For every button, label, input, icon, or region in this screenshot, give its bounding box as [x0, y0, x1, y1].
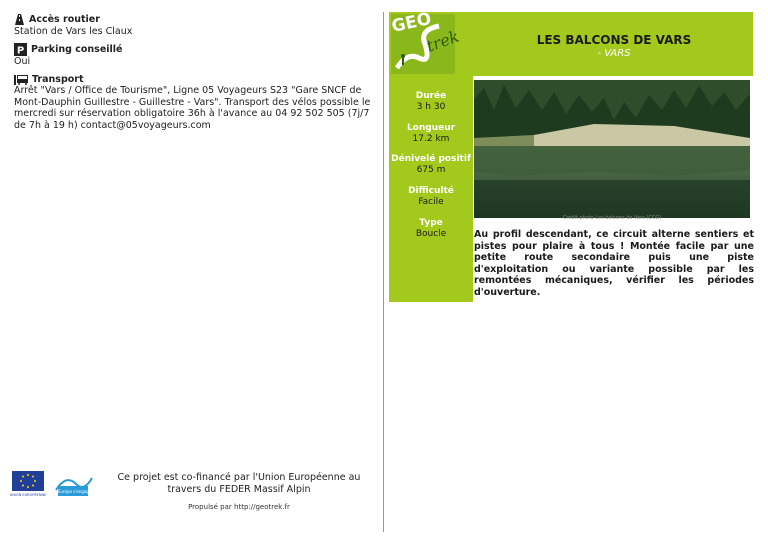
svg-text:UNION EUROPÉENNE: UNION EUROPÉENNE [9, 493, 47, 497]
stat-duration: Durée 3 h 30 [415, 91, 447, 112]
access-title [14, 14, 374, 26]
powered-by-text: Propulsé par http://geotrek.fr [188, 503, 290, 511]
svg-text:GEO: GEO [389, 9, 434, 37]
svg-text:L'Europe s'engage: L'Europe s'engage [54, 489, 92, 494]
stat-length: Longueur 17.2 km [406, 123, 456, 144]
parking-icon [14, 43, 27, 56]
svg-text:P: P [16, 45, 25, 57]
transport-title [14, 74, 374, 86]
svg-text:trek: trek [423, 26, 462, 56]
bus-icon [14, 74, 28, 85]
massif-alpin-logo [54, 470, 94, 498]
parking-text: Oui [14, 56, 31, 67]
trek-photo [474, 80, 750, 218]
practical-info [14, 14, 374, 137]
eu-flag-logo [9, 471, 47, 497]
trek-location: - VARS [597, 48, 631, 59]
page-divider [383, 12, 384, 532]
funding-text: Ce projet est co-financé par l'Union Européenne au travers du FEDER Massif Alpin [117, 472, 361, 495]
stat-type: Type Boucle [415, 218, 447, 239]
parking-title [14, 43, 374, 56]
road-icon [14, 14, 25, 25]
access-text: Station de Vars les Claux [14, 25, 133, 37]
stat-difficulty: Difficulté Facile [408, 186, 454, 207]
trek-description: Au profil descendant, ce circuit alterne sentiers et pistes pour plaire à tous ! Montée facile par une petite route secondaire puis une piste d'exploitation ou variante possible par les remontées mécaniques, vérifier les périodes d'ouverture. [474, 229, 754, 298]
access-title-text: Accès routier [29, 14, 100, 25]
photo-caption: Crédit photo Les balcons de Vars (CCG) [562, 215, 662, 221]
geotrek-logo [389, 9, 467, 76]
transport-title-text: Transport [32, 73, 84, 85]
stat-elevation: Dénivelé positif 675 m [391, 154, 471, 175]
trek-title: LES BALCONS DE VARS [536, 33, 692, 47]
parking-title-text: Parking conseillé [31, 43, 123, 55]
transport-text: Arrêt "Vars / Office de Tourisme", Ligne 05 Voyageurs S23 "Gare SNCF de Mont-Dauphin Guillestre - Guillestre - Vars". Transport des vélos possible le mercredi sur réservation obligatoire 36h à l'avance au 04 92 502 505 (7j/7 de 7h à 19 h) contact@05voyageurs.com [14, 85, 371, 131]
funding-logos [9, 470, 94, 498]
